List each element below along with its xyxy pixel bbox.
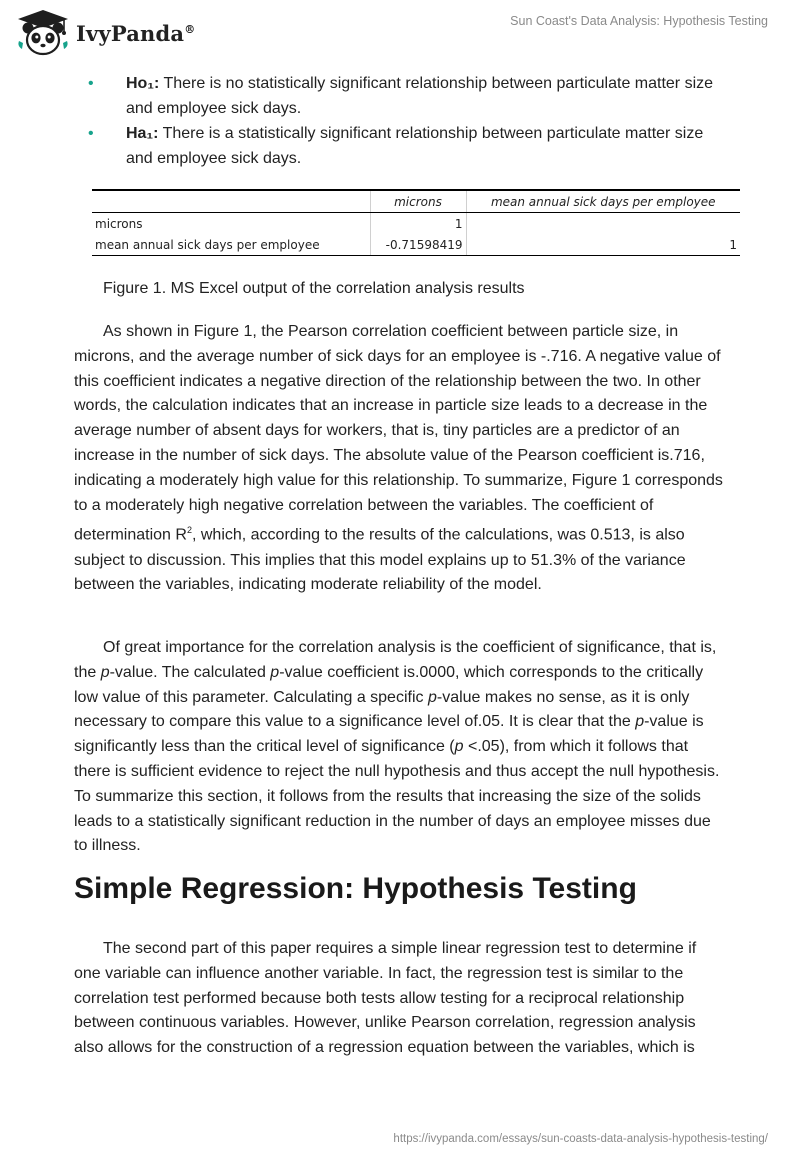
bullet-icon: •: [88, 75, 94, 92]
paragraph-significance: Of great importance for the correlation analysis is the coefficient of significance, that is, the p-value. The calculated p-value coefficient is.0000, which corresponds to the critically low value of this parameter. Calculating a specific p-value makes no sense, as it is only necessary to compare this value to a significance level of.05. It is clear that the p-value is significantly less than the critical level of significance (p <.05), from which it follows that there is sufficient evidence to reject the null hypothesis and thus accept the null hypothesis. To summarize this section, it follows from the results that increasing the size of the solids leads to a statistically significant reduction in the number of days an employee misses due to illness.: [74, 639, 720, 855]
hypothesis-label: Ho₁:: [126, 75, 160, 92]
section-heading: Simple Regression: Hypothesis Testing: [74, 872, 637, 905]
list-item: [88, 71, 728, 121]
source-url-link[interactable]: https://ivypanda.com/essays/sun-coasts-data-analysis-hypothesis-testing/: [393, 1133, 768, 1145]
table-header-cell: microns: [370, 190, 466, 213]
table-cell: microns: [92, 213, 370, 235]
hypotheses-list: [88, 71, 728, 171]
document-title: Sun Coast's Data Analysis: Hypothesis Testing: [510, 14, 768, 28]
paragraph-correlation: As shown in Figure 1, the Pearson correlation coefficient between particle size, in microns, and the average number of sick days for an employee is -.716. A negative value of this coefficient indicates a negative direction of the relationship between the two. In other words, the calculation indicates that an increase in particle size leads to a decrease in the average number of absent days for workers, that is, tiny particles are a predictor of an increase in the number of sick days. The absolute value of the Pearson coefficient is.716, indicating a moderately high value for this relationship. To summarize, Figure 1 corresponds to a moderately high negative correlation between the variables. The coefficient of determination $R^2$, which, according to the results of the calculations, was 0.513, is also subject to discussion. This implies that this model explains up to 51.3% of the variance between the variables, indicating moderate reliability of the model.: [74, 323, 723, 594]
paragraph-regression: The second part of this paper requires a simple linear regression test to determine if one variable can influence another variable. In fact, the regression test is similar to the correlation test performed because both tests allow testing for a reciprocal relationship between continuous variables. However, unlike Pearson correlation, regression analysis also allows for the construction of a regression equation between the variables, which is: [74, 940, 697, 1057]
superscript: 2: [186, 525, 192, 536]
ivypanda-logo[interactable]: [14, 8, 195, 58]
bullet-icon: •: [88, 125, 94, 142]
correlation-table: [92, 189, 740, 256]
list-item: [88, 121, 728, 171]
table-header-cell: mean annual sick days per employee: [466, 190, 740, 213]
table-cell: 1: [466, 234, 740, 256]
table-header-cell: [92, 190, 370, 213]
table-cell: 1: [370, 213, 466, 235]
hypothesis-text: There is a statistically significant relationship between particulate matter size and employee sick days.: [126, 125, 704, 167]
table-header-row: [92, 190, 740, 213]
table-row: [92, 234, 740, 256]
figure-caption: Figure 1. MS Excel output of the correlation analysis results: [103, 280, 525, 297]
brand-name: IvyPanda®: [76, 20, 196, 46]
panda-graduate-icon: [14, 8, 72, 58]
hypothesis-label: Ha₁:: [126, 125, 159, 142]
table-row: [92, 213, 740, 235]
registered-mark: ®: [184, 22, 196, 36]
table-cell: [466, 213, 740, 235]
table-cell: mean annual sick days per employee: [92, 234, 370, 256]
table-cell: -0.71598419: [370, 234, 466, 256]
hypothesis-text: There is no statistically significant relationship between particulate matter size and employee sick days.: [126, 75, 714, 117]
page-header: [0, 0, 800, 70]
